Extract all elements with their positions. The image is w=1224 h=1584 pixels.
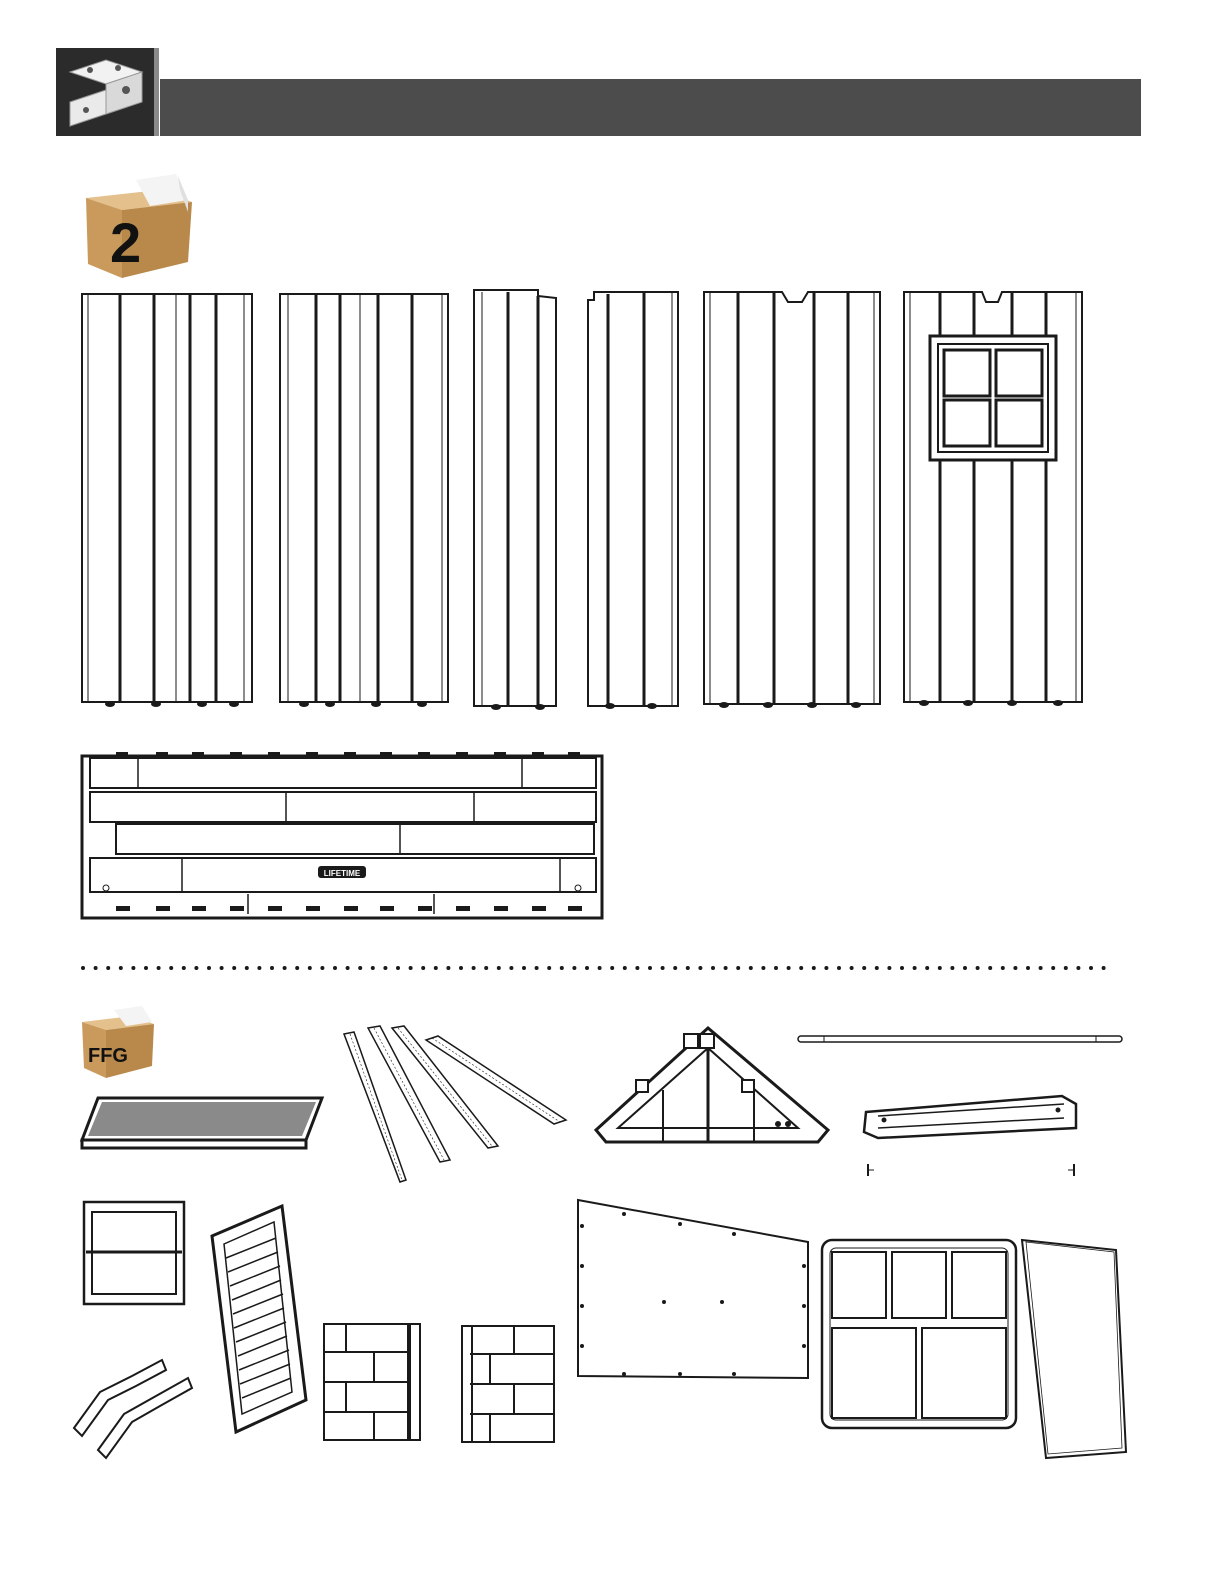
storage-tray <box>822 1240 1016 1428</box>
dotted-separator <box>80 962 1110 974</box>
roof-rail <box>864 1096 1076 1176</box>
support-rod <box>798 1036 1122 1042</box>
wall-panel-plain-2 <box>280 294 448 707</box>
wall-panel-plain-1 <box>82 294 252 707</box>
wall-panel-notched-right <box>588 292 678 709</box>
header-separator <box>154 48 159 136</box>
corner-brackets <box>74 1360 192 1458</box>
box-ffg-label: FFG <box>88 1045 128 1067</box>
brick-panel-right <box>462 1326 554 1442</box>
shelf-board <box>82 1098 322 1148</box>
ffg-parts-row-2 <box>70 1196 1140 1466</box>
wall-panel-window <box>904 292 1082 706</box>
box-2-label: 2 <box>110 211 142 274</box>
flat-panel-sheet <box>1022 1240 1126 1458</box>
brick-panel-left <box>324 1324 420 1440</box>
vent-frame <box>84 1202 184 1304</box>
wall-panels <box>78 286 1088 712</box>
window-icon <box>930 336 1056 460</box>
ffg-parts-row-1 <box>78 1020 1138 1190</box>
floor-panel <box>78 748 608 924</box>
floor-panel-brand-label: LIFETIME <box>323 869 361 878</box>
box-2-icon <box>80 172 195 280</box>
corner-bracket-icon <box>56 48 154 136</box>
gable-panel <box>578 1200 808 1378</box>
wall-panel-notched-left <box>474 290 556 710</box>
wall-panel-center-notch <box>704 292 880 708</box>
header-icon-tile <box>56 48 154 136</box>
header-bar <box>160 79 1141 136</box>
shutter <box>212 1206 306 1432</box>
gable-truss <box>596 1028 828 1142</box>
